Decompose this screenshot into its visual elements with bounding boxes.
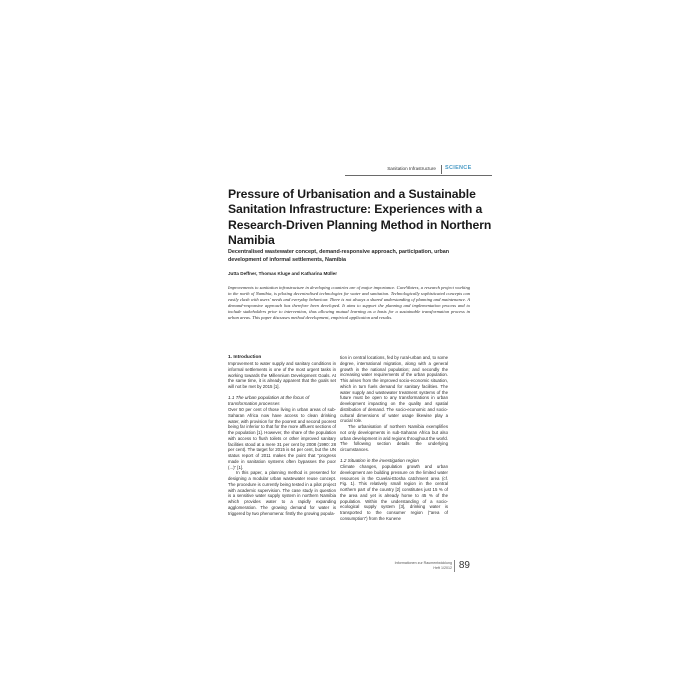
subsection-heading: 1.2 Situation in the investigation region [340,458,419,464]
header-category-label: SCIENCE [445,165,472,171]
header-rule [345,175,492,176]
running-header [345,165,492,177]
header-section-name: Sanitation Infrastructure [387,166,436,171]
body-paragraph: In this paper, a planning method is presented for designing a modular urban wastewater reuse concept. The procedure is currently being tested in a pilot project with academic supervision. The case study in question is a sensitive water supply system in northern Namibia which provides water to a rapidly expanding agglomeration. The growing demand for water is triggered by two phenomena: firstly the growing popula- [228,470,336,516]
article-abstract: Improvements to sanitation infrastructure in developing countries are of major importance. CuveWaters, a research project working in the north of Namibia, is piloting decentralised technologies for water and sanitation. Technologically sophisticated concepts can easily clash with users' needs and everyday behaviour. There is not always a shared understanding of planning and maintenance. A demand-responsive approach has therefore been developed. It aims to support the planning and implementation process and to include stakeholders prior to intervention, thus allowing mutual learning as a basis for a sustainable transformation process in urban areas. This paper discusses method development, empirical application and results. [228,285,470,321]
body-paragraph: Climate changes, population growth and urban development are building pressure on the limited water resources in the Cuvelai-Etosha catchment area (cf. Fig. 1). This relatively small region in the central northern part of the country [2] constitutes just 15 % of the area and yet is already home to 45 % of the population. Within the understanding of a socio-ecological supply system [3], drinking water is transported to the consumer region ("area of consumption") from the Kunene [340,464,448,521]
body-paragraph: Improvement to water supply and sanitary conditions in informal settlements is one of the most urgent tasks in working towards the Millennium Development Goals. At the same time, it is already apparent that the goals set will not be met by 2015 [1]. [228,361,336,389]
body-paragraph: The urbanisation of northern Namibia exemplifies not only developments in sub-Saharan Africa but also urban development in arid regions throughout the world. The following section details the underlying circumstances. [340,424,448,452]
article-title: Pressure of Urbanisation and a Sustainable Sanitation Infrastructure: Experiences with a Research-Driven Planning Method in Northern Namibia [228,187,492,247]
section-heading: 1. Introduction [228,355,262,360]
subsection-heading: 1.1 The urban population at the focus of transformation processes [228,395,310,407]
article-authors: Jutta Deffner, Thomas Kluge and Katharina Müller [228,271,337,276]
body-paragraph: tion in central locations, fed by rural-urban and, to some degree, international migration, along with a general growth in the national population; and secondly the increasing water requirements of the urban population. This arises from the improved socio-economic situation, which in turn fuels demand for sanitary facilities. The water supply and wastewater treatment systems of the future must be open to any transformations in urban development impacting on the quality and spatial distribution of demand. The socio-economic and socio-cultural dimensions of water usage likewise play a crucial role. [340,355,448,424]
header-separator [441,165,442,174]
page-number: 89 [458,560,470,571]
page-footer [394,559,470,573]
body-column-right [340,355,448,522]
body-column-left [228,355,336,516]
footer-separator [454,560,455,572]
journal-issue: Heft 1/2012 [433,565,452,570]
journal-reference [395,561,452,570]
body-paragraph: Over 50 per cent of those living in urban areas of sub-Saharan Africa now have access to clean drinking water, with provision for the poorest and second poorest being far inferior to that for the more affluent sections of the population [1]. However, the share of the population with access to flush toilets or other improved sanitary facilities stood at a mere 31 per cent by 2008 (1990: 28 per cent). The target for 2015 is 64 per cent, but the UN status report of 2011 makes the point that "progress made in sanitation systems often bypasses the poor (...)" [1]. [228,407,336,470]
article-keywords: Decentralised wastewater concept, demand-responsive approach, participation, urban development of informal settlements, Namibia [228,249,450,263]
journal-name: Informationen zur Raumentwicklung [394,561,452,565]
